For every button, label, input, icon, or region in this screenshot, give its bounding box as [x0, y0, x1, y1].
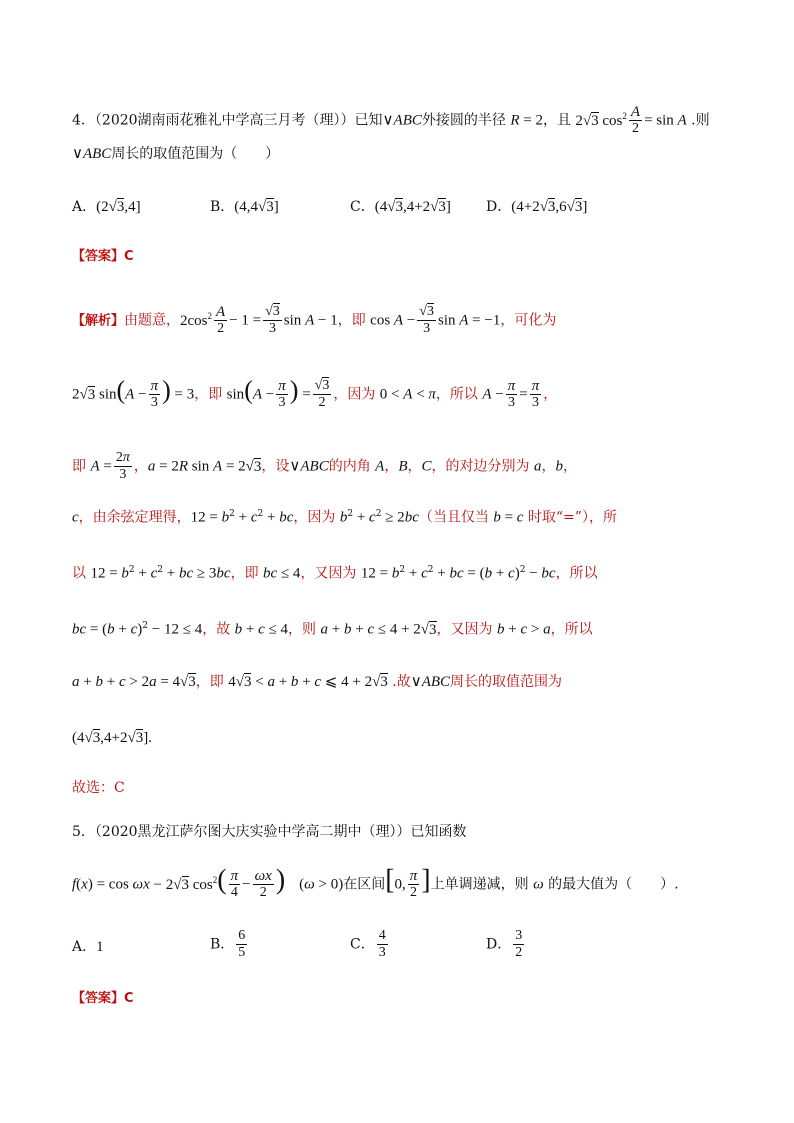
- q4-analysis-line1: 【解析】由题意，$2\cos^2$ $\frac{A}{2}$ − 1 = $\frac{√3}{3}$ sin A − 1，即 cos A − $\frac{√3}{3}$ sin A = −1，可化为: [72, 304, 557, 336]
- q4-analysis-line3: 即 A = $\frac{2\pi}{3}$ ，a = 2R sin A = 2√3，设∨ABC的内角 A，B，C，的对边分别为 a，b，: [72, 450, 577, 482]
- q4-option-c[interactable]: C．(4√3,4+2√3]: [350, 199, 451, 215]
- q4-stem-line2: ∨ABC周长的取值范围为（ ）: [72, 146, 280, 162]
- q4-analysis-line6: bc = $(b + c)^2 - 12 \le 4$，故 b + c ≤ 4，则 a + b + c ≤ 4 + 2√3，又因为 b + c > a，所以: [72, 621, 593, 638]
- q5-option-d[interactable]: D． $\frac{3}{2}$: [486, 928, 523, 960]
- q4-analysis-line8: (4√3,4+2√3].: [72, 730, 152, 746]
- q4-analysis-line4: c，由余弦定理得，$12 = b^2 + c^2$ + bc，因为 $b^2 + c^2 \ge 2bc$（当且仅当 b = c 时取“=”），所: [72, 509, 617, 526]
- q4-answer: 【答案】C: [72, 249, 134, 264]
- q4-analysis-line7: a + b + c > 2a = 4√3，即 4√3 < a + b + c ⩽ 4 + 2√3 .故∨ABC周长的取值范围为: [72, 674, 563, 690]
- q4-option-b[interactable]: B．(4,4√3]: [210, 199, 279, 215]
- q5-stem-line1: 5．（2020黑龙江萨尔图大庆实验中学高二期中（理））已知函数: [72, 824, 467, 840]
- q5-answer: 【答案】C: [72, 991, 134, 1006]
- q5-stem-line2: f(x) = cos ωx − 2√3 $\cos^2$( $\frac{\pi}{4}$ − $\frac{\omega x}{2}$ ) (ω > 0)在区间[0, $\frac{\pi}{2}$ ]上单调递减，则 ω 的最大值为（ ）.: [72, 864, 679, 900]
- q4-option-a[interactable]: A．(2√3,4]: [72, 199, 141, 215]
- q5-option-a[interactable]: A．1: [72, 939, 104, 955]
- q4-analysis-line2: 2√3 sin(A − $\frac{\pi}{3}$ ) = 3，即 sin(A − $\frac{\pi}{3}$ ) = $\frac{√3}{2}$ ，因为 0 < A < π，所以 A − $\frac{\pi}{3}$ = $\frac{\pi}{3}$ ，: [72, 375, 558, 410]
- q4-stem-line1: 4．（2020湖南雨花雅礼中学高三月考（理））已知∨ABC外接圆的半径 R = 2，且 2√3 $\cos^2$ $\frac{A}{2}$ = sin A .则: [72, 104, 710, 136]
- q4-choose: 故选：C: [72, 780, 125, 796]
- q5-option-c[interactable]: C． $\frac{4}{3}$: [350, 928, 386, 960]
- q4-option-d[interactable]: D．(4+2√3,6√3]: [486, 199, 588, 215]
- q4-analysis-line5: 以 $12 = b^2 + c^2$ + bc ≥ 3bc，即 bc ≤ 4，又因为 $12 = b^2 + c^2$ + bc = $(b + c)^2$ − bc，所以: [72, 565, 598, 582]
- q5-option-b[interactable]: B． $\frac{6}{5}$: [210, 928, 246, 960]
